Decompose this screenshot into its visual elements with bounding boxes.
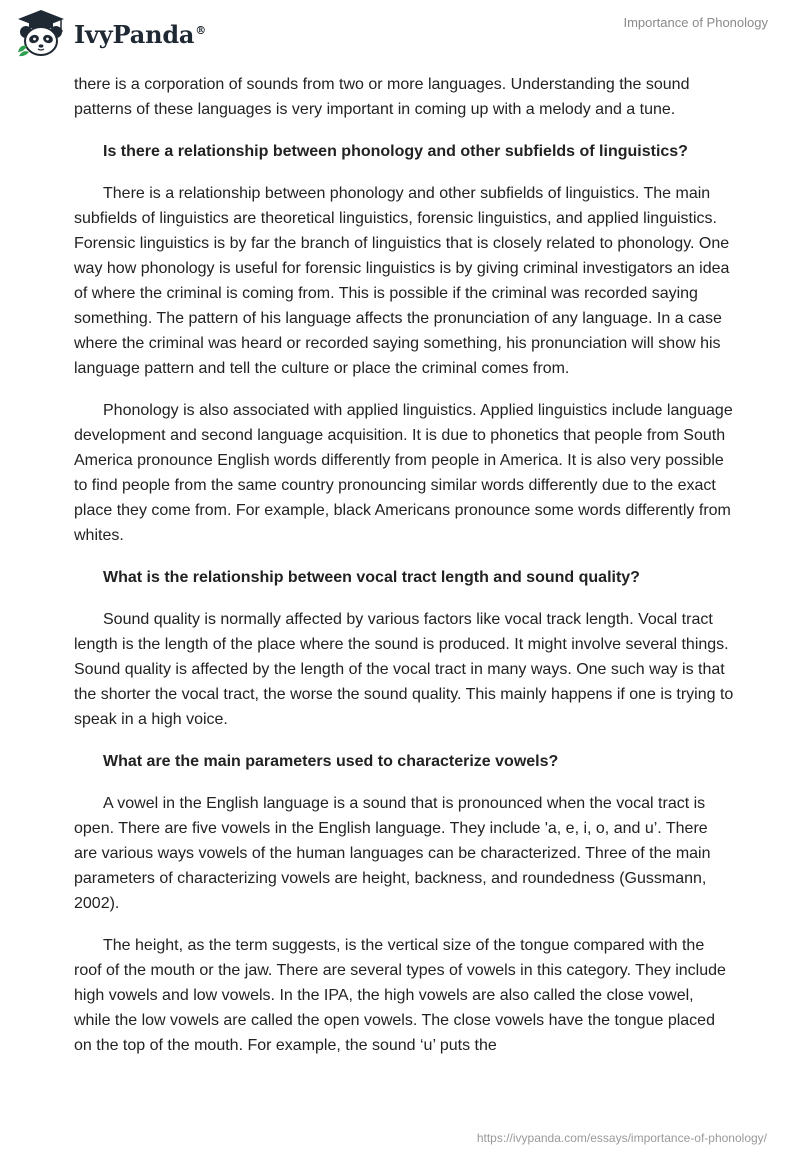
section-heading-vowel-parameters: What are the main parameters used to characterize vowels? — [103, 753, 559, 770]
brand-logo[interactable] — [14, 8, 206, 58]
panda-graduation-cap-icon — [14, 8, 68, 58]
document-title: Importance of Phonology — [623, 15, 768, 30]
section-heading-vocal-tract: What is the relationship between vocal tract length and sound quality? — [103, 569, 640, 586]
section-heading-relationship-subfields: Is there a relationship between phonology and other subfields of linguistics? — [103, 143, 688, 160]
brand-name: IvyPanda® — [74, 19, 207, 49]
paragraph-sound-quality: Sound quality is normally affected by various factors like vocal track length. Vocal tract length is the length of the place where the sound is produced. It might involve several things. Sound quality is affected by the length of the vocal tract in many ways. One such way is that the shorter the vocal tract, the worse the sound quality. This mainly happens if one is trying to speak in a high voice. — [74, 611, 734, 728]
paragraph-vowel-definition: A vowel in the English language is a sound that is pronounced when the vocal tract is open. There are five vowels in the English language. They include 'a, e, i, o, and u’. There are various ways vowels of the human languages can be characterized. Three of the main parameters of characterizing vowels are height, backness, and roundedness (Gussmann, 2002). — [74, 795, 711, 912]
registered-mark: ® — [195, 23, 207, 37]
paragraph-forensic-linguistics: There is a relationship between phonology and other subfields of linguistics. The main subfields of linguistics are theoretical linguistics, forensic linguistics, and applied linguistics. Forensic linguistics is by far the branch of linguistics that is closely related to phonology. One way how phonology is useful for forensic linguistics is by giving criminal investigators an idea of where the criminal is coming from. This is possible if the criminal was recorded saying something. The pattern of his language affects the pronunciation of any language. In a case where the criminal was heard or recorded saying something, his pronunciation will show his language pattern and tell the culture or place the criminal comes from. — [74, 185, 730, 377]
paragraph-continued: there is a corporation of sounds from two or more languages. Understanding the sound patterns of these languages is very important in coming up with a melody and a tune. — [74, 76, 690, 118]
paragraph-applied-linguistics: Phonology is also associated with applied linguistics. Applied linguistics include language development and second language acquisition. It is due to phonetics that people from South America pronounce English words differently from people in America. It is also very possible to find people from the same country pronouncing similar words differently due to the exact place they come from. For example, black Americans pronounce some words differently from whites. — [74, 402, 733, 544]
essay-body — [74, 72, 734, 1075]
paragraph-vowel-height: The height, as the term suggests, is the vertical size of the tongue compared with the roof of the mouth or the jaw. There are several types of vowels in this category. They include high vowels and low vowels. In the IPA, the high vowels are also called the close vowel, while the low vowels are called the open vowels. The close vowels have the tongue placed on the top of the mouth. For example, the sound ‘u’ puts the — [74, 937, 726, 1054]
source-url[interactable]: https://ivypanda.com/essays/importance-of-phonology/ — [476, 1131, 767, 1145]
page-header — [0, 0, 800, 70]
